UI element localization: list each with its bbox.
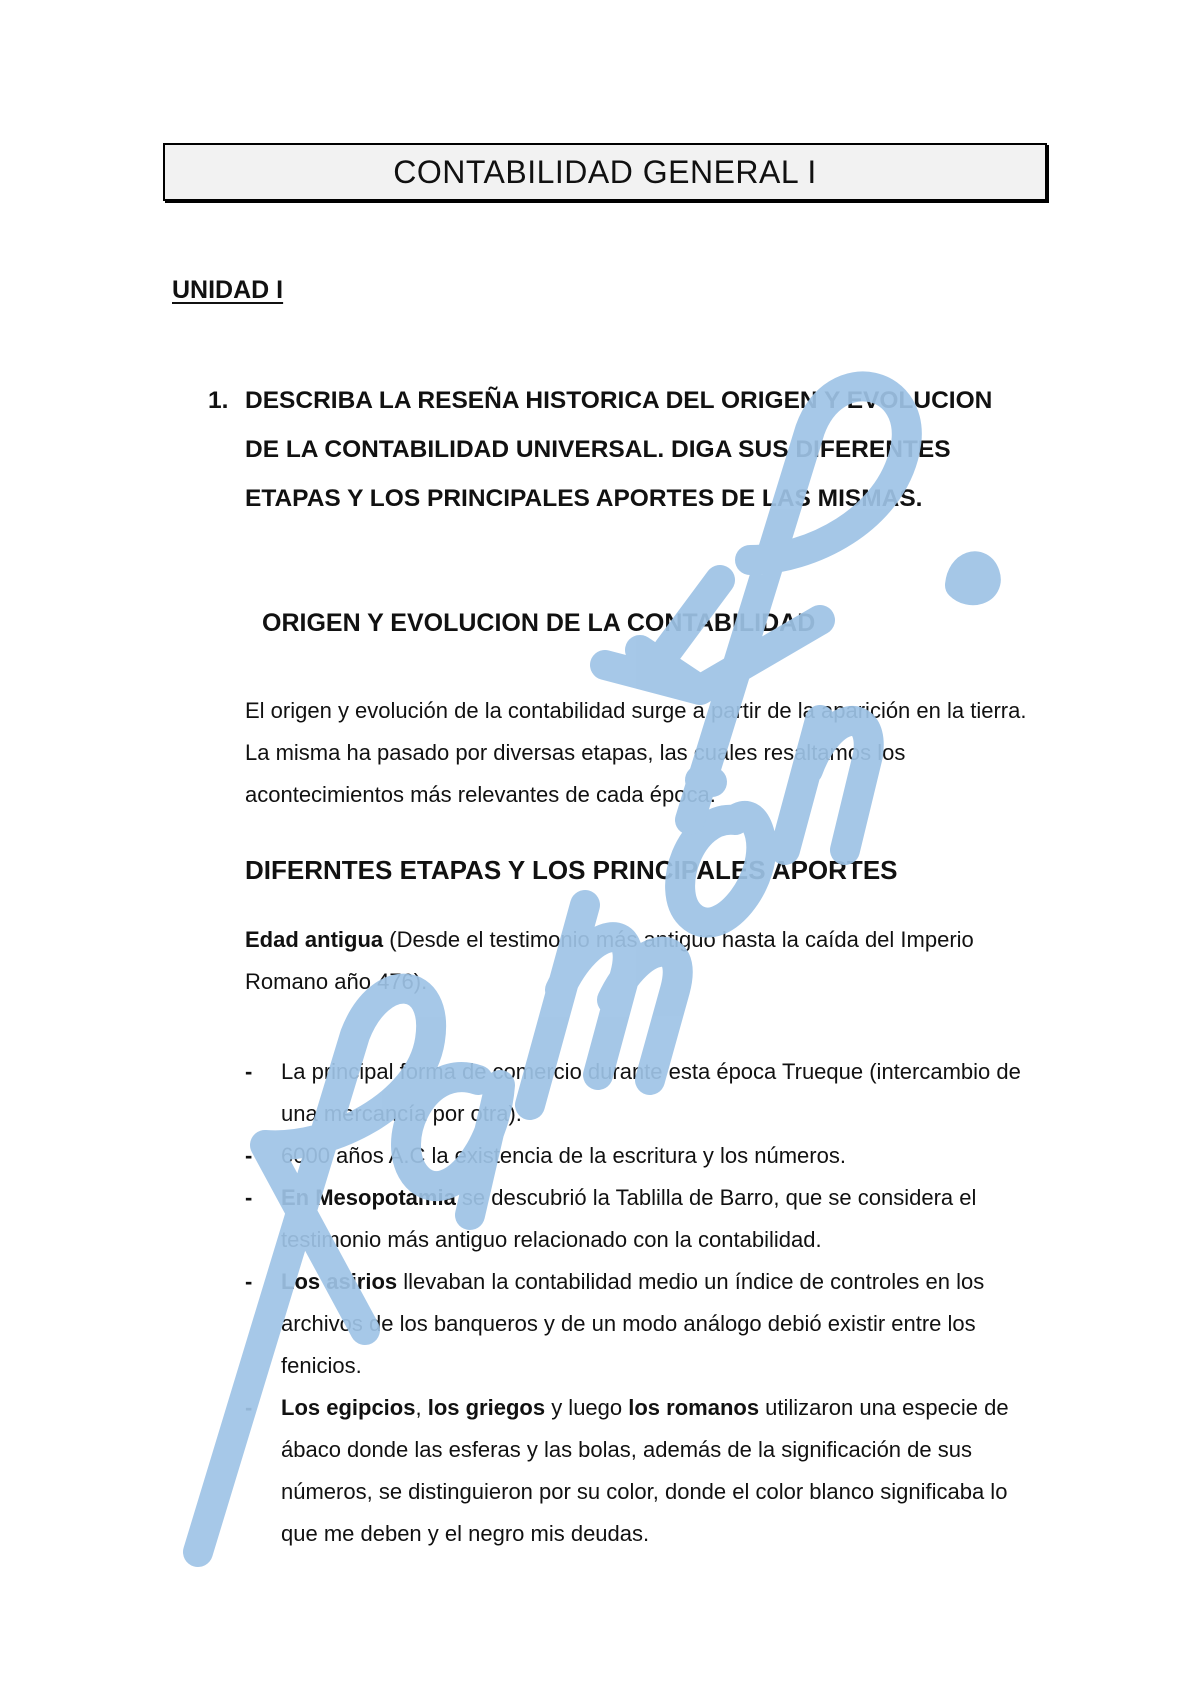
bullet-text [281, 1177, 1045, 1261]
question-number: 1. [208, 387, 229, 414]
bullet-text-run: 6000 años A.C la existencia de la escritura y los números. [281, 1143, 846, 1168]
bullet-text [281, 1135, 1045, 1177]
bullet-item [245, 1261, 1045, 1387]
bullet-bold-term: En Mesopotamia [281, 1185, 456, 1210]
document-title: CONTABILIDAD GENERAL I [393, 153, 817, 190]
bullet-text-run: , [415, 1395, 428, 1420]
bullet-bold-term: Los egipcios [281, 1395, 416, 1420]
bullet-bold-term: los griegos [427, 1395, 546, 1420]
bullet-item [245, 1177, 1045, 1261]
bullet-bold-term: los romanos [628, 1395, 760, 1420]
bullet-marker: - [245, 1059, 253, 1084]
stages-bullet-list [245, 1051, 1045, 1555]
bullet-marker: - [245, 1185, 253, 1210]
bullet-item [245, 1387, 1045, 1555]
bullet-text [281, 1387, 1045, 1555]
bullet-marker: - [245, 1395, 253, 1420]
unit-heading: UNIDAD I [172, 276, 284, 304]
bullet-item [245, 1051, 1045, 1135]
section-stages-heading: DIFERNTES ETAPAS Y LOS PRINCIPALES APORTES [245, 855, 898, 885]
bullet-text-run: llevaban la contabilidad medio un índice de controles en los archivos de los banqueros y de un modo análogo debió existir entre los fenicios. [281, 1269, 985, 1378]
section-origin-paragraph: El origen y evolución de la contabilidad surge a partir de la aparición en la tierra. La misma ha pasado por diversas etapas, las cuales resaltamos los acontecimientos más relevantes de cada época. [245, 698, 1027, 807]
bullet-text-run: se descubrió la Tablilla de Barro, que se considera el testimonio más antiguo relacionado con la contabilidad. [281, 1185, 977, 1252]
era-paragraph [245, 919, 1035, 1003]
bullet-text-run: utilizaron una especie de ábaco donde las esferas y las bolas, además de la significación de sus números, se distinguieron por su color, donde el color blanco significaba lo que me deben y el negro mis deudas. [281, 1395, 1009, 1546]
document-title-box [163, 143, 1047, 201]
section-origin-heading: ORIGEN Y EVOLUCION DE LA CONTABILIDAD [262, 609, 816, 637]
era-label: Edad antigua [245, 927, 384, 952]
bullet-marker: - [245, 1143, 253, 1168]
question-item [208, 376, 1028, 523]
bullet-text [281, 1261, 1045, 1387]
question-text: DESCRIBA LA RESEÑA HISTORICA DEL ORIGEN Y EVOLUCION DE LA CONTABILIDAD UNIVERSAL. DIGA SUS DIFERENTES ETAPAS Y LOS PRINCIPALES APORTES DE LAS MISMAS. [245, 387, 993, 512]
bullet-marker: - [245, 1269, 253, 1294]
bullet-text [281, 1051, 1045, 1135]
bullet-text-run: y luego [545, 1395, 629, 1420]
era-description: (Desde el testimonio más antiguo hasta la caída del Imperio Romano año 476). [245, 927, 974, 994]
bullet-text-run: La principal forma de comercio durante esta época Trueque (intercambio de una mercancía por otra). [281, 1059, 1021, 1126]
bullet-bold-term: Los asirios [281, 1269, 398, 1294]
bullet-item [245, 1135, 1045, 1177]
